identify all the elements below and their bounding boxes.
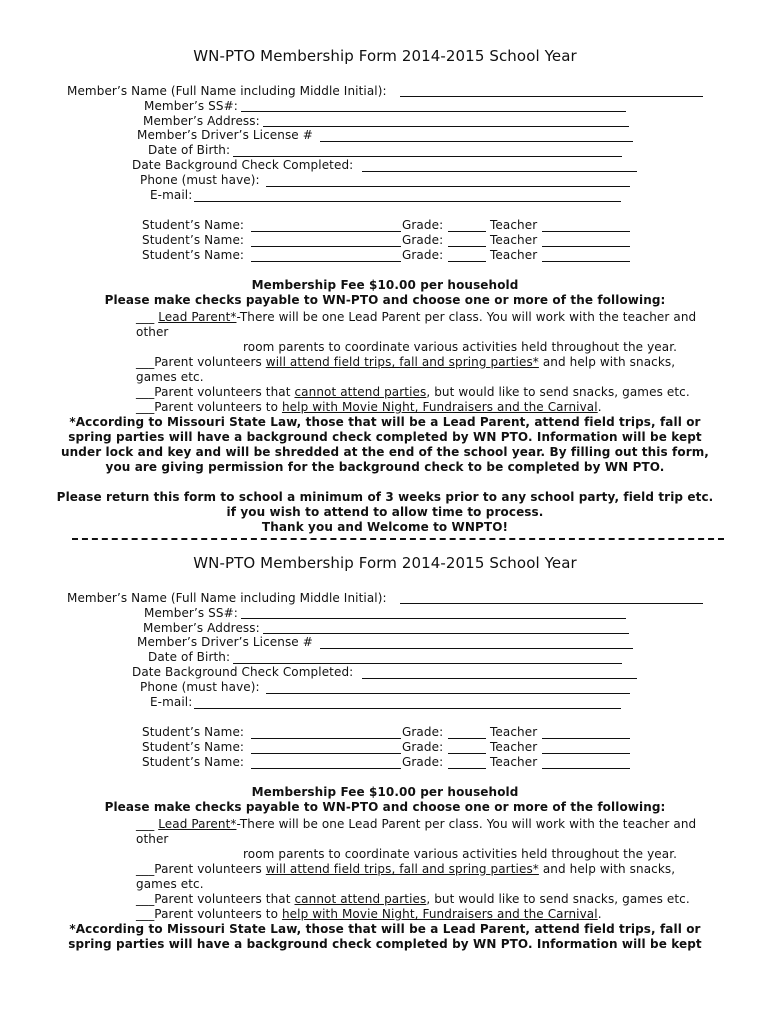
phone-line[interactable] bbox=[266, 186, 630, 187]
option-volunteer-events[interactable]: ___Parent volunteers to help with Movie Night, Fundraisers and the Carnival. bbox=[136, 907, 602, 921]
member-address-line[interactable] bbox=[263, 126, 629, 127]
member-name-label: Member’s Name (Full Name including Middle Initial): bbox=[67, 591, 387, 605]
member-ssn-label: Member’s SS#: bbox=[144, 99, 238, 113]
grade-line[interactable] bbox=[448, 246, 486, 247]
option-volunteer-events[interactable]: ___Parent volunteers to help with Movie Night, Fundraisers and the Carnival. bbox=[136, 400, 602, 414]
email-label: E-mail: bbox=[150, 695, 193, 709]
member-ssn-line[interactable] bbox=[241, 111, 626, 112]
teacher-line[interactable] bbox=[542, 768, 630, 769]
member-address-label: Member’s Address: bbox=[143, 621, 260, 635]
return-notice-line: if you wish to attend to allow time to process. bbox=[226, 505, 544, 519]
law-notice-line: spring parties will have a background check completed by WN PTO. Information will be kept bbox=[68, 430, 702, 444]
bg-check-line[interactable] bbox=[362, 678, 637, 679]
phone-line[interactable] bbox=[266, 693, 630, 694]
option-lead-text: -There will be one Lead Parent per class. You will work with the teacher and bbox=[236, 310, 697, 324]
thank-you-line: Thank you and Welcome to WNPTO! bbox=[261, 520, 509, 534]
member-dob-label: Date of Birth: bbox=[148, 650, 231, 664]
member-address-line[interactable] bbox=[263, 633, 629, 634]
bg-check-line[interactable] bbox=[362, 171, 637, 172]
grade-line[interactable] bbox=[448, 753, 486, 754]
option-volunteer-events-link: help with Movie Night, Fundraisers and the Carnival bbox=[281, 400, 598, 414]
teacher-line[interactable] bbox=[542, 738, 630, 739]
checks-instruction: Please make checks payable to WN-PTO and choose one or more of the following: bbox=[104, 800, 666, 814]
law-notice-line: spring parties will have a background check completed by WN PTO. Information will be kept bbox=[68, 937, 702, 951]
law-notice-line: *According to Missouri State Law, those that will be a Lead Parent, attend field trips, fall or bbox=[69, 415, 701, 429]
member-address-label: Member’s Address: bbox=[143, 114, 260, 128]
teacher-label: Teacher bbox=[490, 248, 538, 262]
student-name-line[interactable] bbox=[251, 231, 401, 232]
bg-check-label: Date Background Check Completed: bbox=[132, 158, 354, 172]
form-title: WN-PTO Membership Form 2014-2015 School Year bbox=[193, 47, 577, 65]
student-name-label: Student’s Name: bbox=[142, 248, 245, 262]
option-volunteer-attend-link: will attend field trips, fall and spring parties* bbox=[265, 355, 539, 369]
member-name-label: Member’s Name (Full Name including Middle Initial): bbox=[67, 84, 387, 98]
option-lead-cont: other bbox=[136, 832, 169, 846]
student-name-label: Student’s Name: bbox=[142, 740, 245, 754]
teacher-line[interactable] bbox=[542, 261, 630, 262]
option-volunteer-snacks[interactable]: ___Parent volunteers that cannot attend parties, but would like to send snacks, games etc. bbox=[136, 385, 690, 399]
teacher-line[interactable] bbox=[542, 753, 630, 754]
teacher-label: Teacher bbox=[490, 740, 538, 754]
member-name-line[interactable] bbox=[400, 96, 703, 97]
option-lead-parent[interactable] bbox=[136, 310, 696, 325]
option-lead-link: Lead Parent* bbox=[158, 310, 237, 324]
option-volunteer-snacks-link: cannot attend parties bbox=[294, 385, 427, 399]
member-dob-label: Date of Birth: bbox=[148, 143, 231, 157]
phone-label: Phone (must have): bbox=[140, 173, 260, 187]
cut-line-divider bbox=[72, 538, 724, 540]
option-lead-text: -There will be one Lead Parent per class. You will work with the teacher and bbox=[236, 817, 697, 831]
member-license-line[interactable] bbox=[320, 141, 633, 142]
phone-label: Phone (must have): bbox=[140, 680, 260, 694]
option-volunteer-attend[interactable]: ___Parent volunteers will attend field trips, fall and spring parties* and help with snacks, bbox=[136, 355, 676, 369]
return-notice-line: Please return this form to school a minimum of 3 weeks prior to any school party, field trip etc. bbox=[56, 490, 714, 504]
teacher-line[interactable] bbox=[542, 246, 630, 247]
option-volunteer-attend-cont: games etc. bbox=[136, 877, 204, 891]
teacher-label: Teacher bbox=[490, 725, 538, 739]
email-line[interactable] bbox=[194, 201, 621, 202]
teacher-label: Teacher bbox=[490, 218, 538, 232]
option-volunteer-attend[interactable]: ___Parent volunteers will attend field trips, fall and spring parties* and help with snacks, bbox=[136, 862, 676, 876]
grade-label: Grade: bbox=[402, 248, 444, 262]
student-name-line[interactable] bbox=[251, 261, 401, 262]
student-name-line[interactable] bbox=[251, 246, 401, 247]
option-lead-link: Lead Parent* bbox=[158, 817, 237, 831]
member-dob-line[interactable] bbox=[233, 663, 622, 664]
student-name-line[interactable] bbox=[251, 768, 401, 769]
option-lead-cont: room parents to coordinate various activities held throughout the year. bbox=[243, 847, 678, 861]
bg-check-label: Date Background Check Completed: bbox=[132, 665, 354, 679]
option-lead-parent[interactable] bbox=[136, 817, 696, 832]
student-name-line[interactable] bbox=[251, 738, 401, 739]
student-name-label: Student’s Name: bbox=[142, 218, 245, 232]
option-lead-cont: room parents to coordinate various activities held throughout the year. bbox=[243, 340, 678, 354]
checks-instruction: Please make checks payable to WN-PTO and choose one or more of the following: bbox=[104, 293, 666, 307]
option-volunteer-events-link: help with Movie Night, Fundraisers and the Carnival bbox=[281, 907, 598, 921]
option-volunteer-snacks-link: cannot attend parties bbox=[294, 892, 427, 906]
fee-heading: Membership Fee $10.00 per household bbox=[251, 278, 519, 292]
member-license-label: Member’s Driver’s License # bbox=[137, 128, 313, 142]
grade-label: Grade: bbox=[402, 740, 444, 754]
form-title: WN-PTO Membership Form 2014-2015 School Year bbox=[193, 554, 577, 572]
student-name-label: Student’s Name: bbox=[142, 233, 245, 247]
law-notice-line: you are giving permission for the background check to be completed by WN PTO. bbox=[105, 460, 665, 474]
option-blank: ___ bbox=[136, 310, 159, 324]
law-notice-line: under lock and key and will be shredded at the end of the school year. By filling out this form, bbox=[61, 445, 709, 459]
teacher-label: Teacher bbox=[490, 233, 538, 247]
teacher-line[interactable] bbox=[542, 231, 630, 232]
member-ssn-label: Member’s SS#: bbox=[144, 606, 238, 620]
grade-line[interactable] bbox=[448, 768, 486, 769]
fee-heading: Membership Fee $10.00 per household bbox=[251, 785, 519, 799]
grade-line[interactable] bbox=[448, 231, 486, 232]
grade-line[interactable] bbox=[448, 738, 486, 739]
teacher-label: Teacher bbox=[490, 755, 538, 769]
option-volunteer-attend-cont: games etc. bbox=[136, 370, 204, 384]
email-line[interactable] bbox=[194, 708, 621, 709]
option-volunteer-attend-link: will attend field trips, fall and spring parties* bbox=[265, 862, 539, 876]
member-license-label: Member’s Driver’s License # bbox=[137, 635, 313, 649]
law-notice-line: *According to Missouri State Law, those that will be a Lead Parent, attend field trips, fall or bbox=[69, 922, 701, 936]
member-license-line[interactable] bbox=[320, 648, 633, 649]
option-blank: ___ bbox=[136, 817, 159, 831]
email-label: E-mail: bbox=[150, 188, 193, 202]
grade-line[interactable] bbox=[448, 261, 486, 262]
grade-label: Grade: bbox=[402, 218, 444, 232]
student-name-label: Student’s Name: bbox=[142, 755, 245, 769]
grade-label: Grade: bbox=[402, 725, 444, 739]
option-lead-cont: other bbox=[136, 325, 169, 339]
student-name-label: Student’s Name: bbox=[142, 725, 245, 739]
student-name-line[interactable] bbox=[251, 753, 401, 754]
grade-label: Grade: bbox=[402, 755, 444, 769]
member-name-line[interactable] bbox=[400, 603, 703, 604]
option-volunteer-snacks[interactable]: ___Parent volunteers that cannot attend parties, but would like to send snacks, games etc. bbox=[136, 892, 690, 906]
grade-label: Grade: bbox=[402, 233, 444, 247]
member-ssn-line[interactable] bbox=[241, 618, 626, 619]
member-dob-line[interactable] bbox=[233, 156, 622, 157]
